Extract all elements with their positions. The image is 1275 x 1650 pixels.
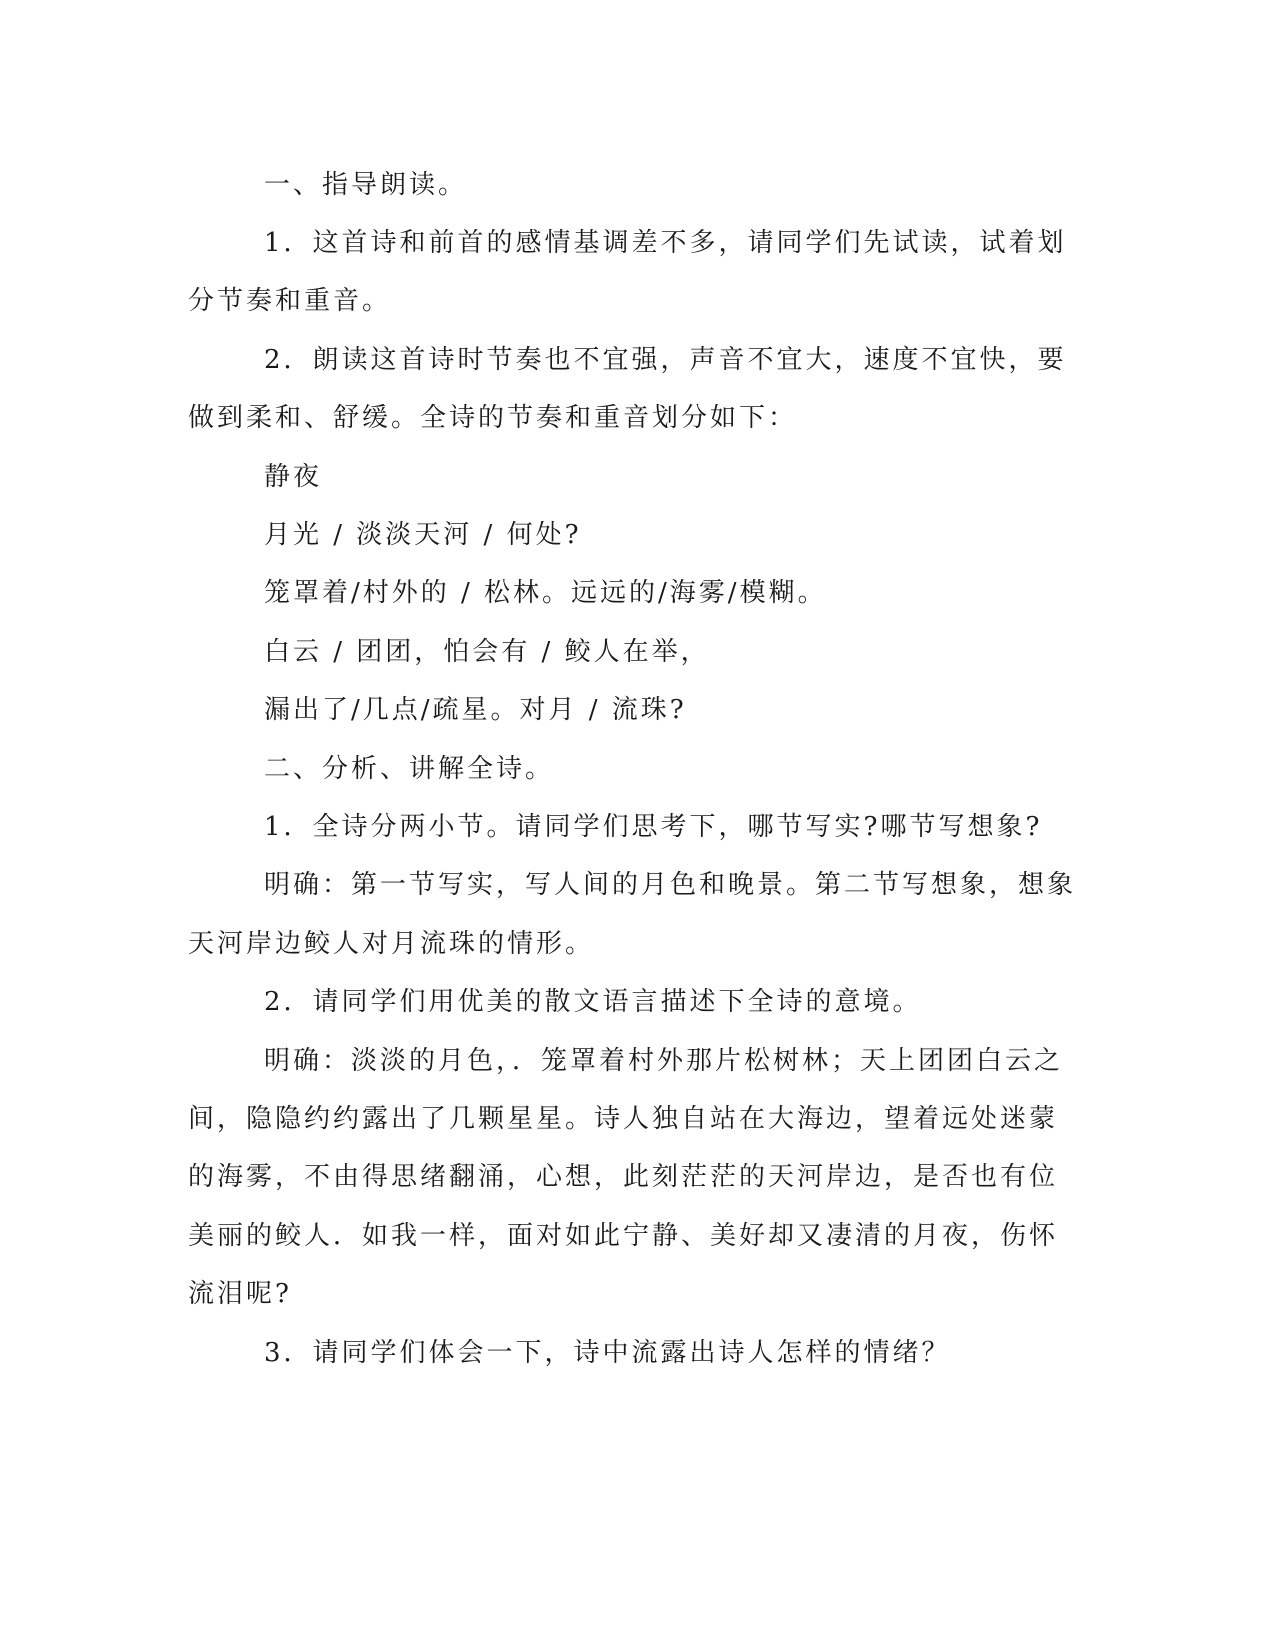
poem-line: 白云 / 团团，怕会有 / 鲛人在举，	[264, 637, 710, 667]
paragraph-line: 天河岸边鲛人对月流珠的情形。	[188, 929, 595, 959]
paragraph-line: 1．这首诗和前首的感情基调差不多，请同学们先试读，试着划	[264, 228, 1067, 258]
paragraph-line: 2．请同学们用优美的散文语言描述下全诗的意境。	[264, 987, 922, 1017]
paragraph-line: 分节奏和重音。	[188, 286, 392, 316]
section-heading-guided-reading: 一、指导朗读。	[264, 170, 468, 200]
poem-title: 静夜	[264, 462, 323, 492]
paragraph-line: 2．朗读这首诗时节奏也不宜强，声音不宜大，速度不宜快，要	[264, 345, 1067, 375]
section-heading-analysis: 二、分析、讲解全诗。	[264, 754, 555, 784]
paragraph-line: 间，隐隐约约露出了几颗星星。诗人独自站在大海边，望着远处迷蒙	[188, 1104, 1059, 1134]
paragraph-line: 的海雾，不由得思绪翻涌，心想，此刻茫茫的天河岸边，是否也有位	[188, 1162, 1059, 1192]
paragraph-line: 流泪呢?	[188, 1279, 292, 1309]
poem-line: 笼罩着/村外的 / 松林。远远的/海雾/模糊。	[264, 578, 827, 608]
paragraph-line: 明确：淡淡的月色，．笼罩着村外那片松树林；天上团团白云之	[264, 1046, 1064, 1076]
paragraph-line: 美丽的鲛人．如我一样，面对如此宁静、美好却又凄清的月夜，伤怀	[188, 1221, 1059, 1251]
paragraph-line: 做到柔和、舒缓。全诗的节奏和重音划分如下：	[188, 403, 798, 433]
poem-line: 漏出了/几点/疏星。对月 / 流珠?	[264, 695, 687, 725]
paragraph-line: 明确：第一节写实，写人间的月色和晚景。第二节写想象，想象	[264, 870, 1077, 900]
paragraph-line: 3．请同学们体会一下，诗中流露出诗人怎样的情绪？	[264, 1338, 951, 1368]
paragraph-line: 1．全诗分两小节。请同学们思考下，哪节写实?哪节写想象?	[264, 812, 1043, 842]
poem-line: 月光 / 淡淡天河 / 何处?	[264, 520, 582, 550]
